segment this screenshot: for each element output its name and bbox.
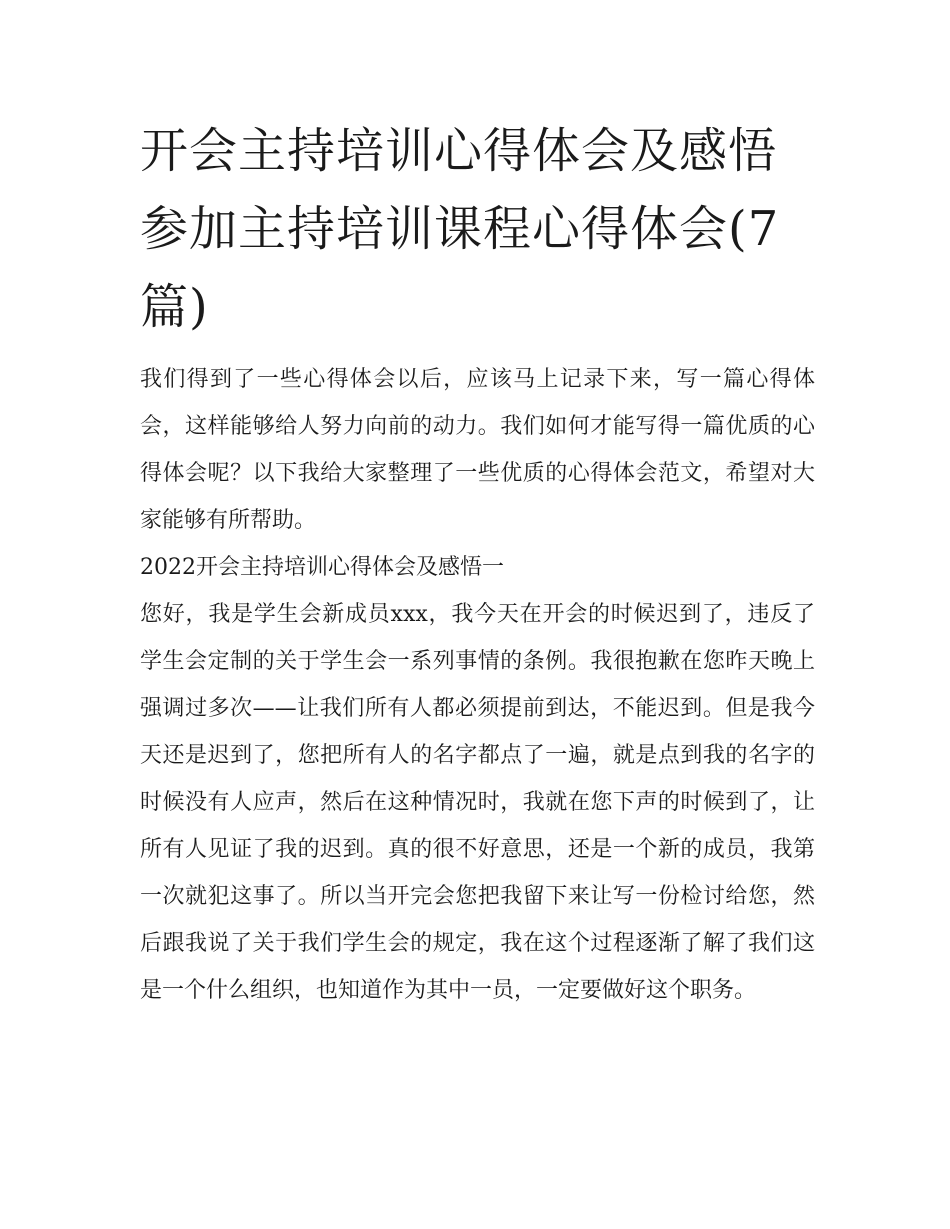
intro-paragraph: 我们得到了一些心得体会以后，应该马上记录下来，写一篇心得体会，这样能够给人努力向前的动力。我们如何才能写得一篇优质的心得体会呢？以下我给大家整理了一些优质的心得体会范文，希望对大家能够有所帮助。: [140, 367, 815, 533]
document-page: [140, 112, 815, 1014]
section-body-paragraph: 您好，我是学生会新成员xxx，我今天在开会的时候迟到了，违反了学生会定制的关于学生会一系列事情的条例。我很抱歉在您昨天晚上强调过多次——让我们所有人都必须提前到达，不能迟到。但是我今天还是迟到了，您把所有人的名字都点了一遍，就是点到我的名字的时候没有人应声，然后在这种情况时，我就在您下声的时候到了，让所有人见证了我的迟到。真的很不好意思，还是一个新的成员，我第一次就犯这事了。所以当开完会您把我留下来让写一份检讨给您，然后跟我说了关于我们学生会的规定，我在这个过程逐渐了解了我们这是一个什么组织，也知道作为其中一员，一定要做好这个职务。: [140, 602, 815, 1003]
document-title: 开会主持培训心得体会及感悟参加主持培训课程心得体会(7篇): [140, 123, 780, 335]
section-heading: 2022开会主持培训心得体会及感悟一: [140, 555, 504, 580]
